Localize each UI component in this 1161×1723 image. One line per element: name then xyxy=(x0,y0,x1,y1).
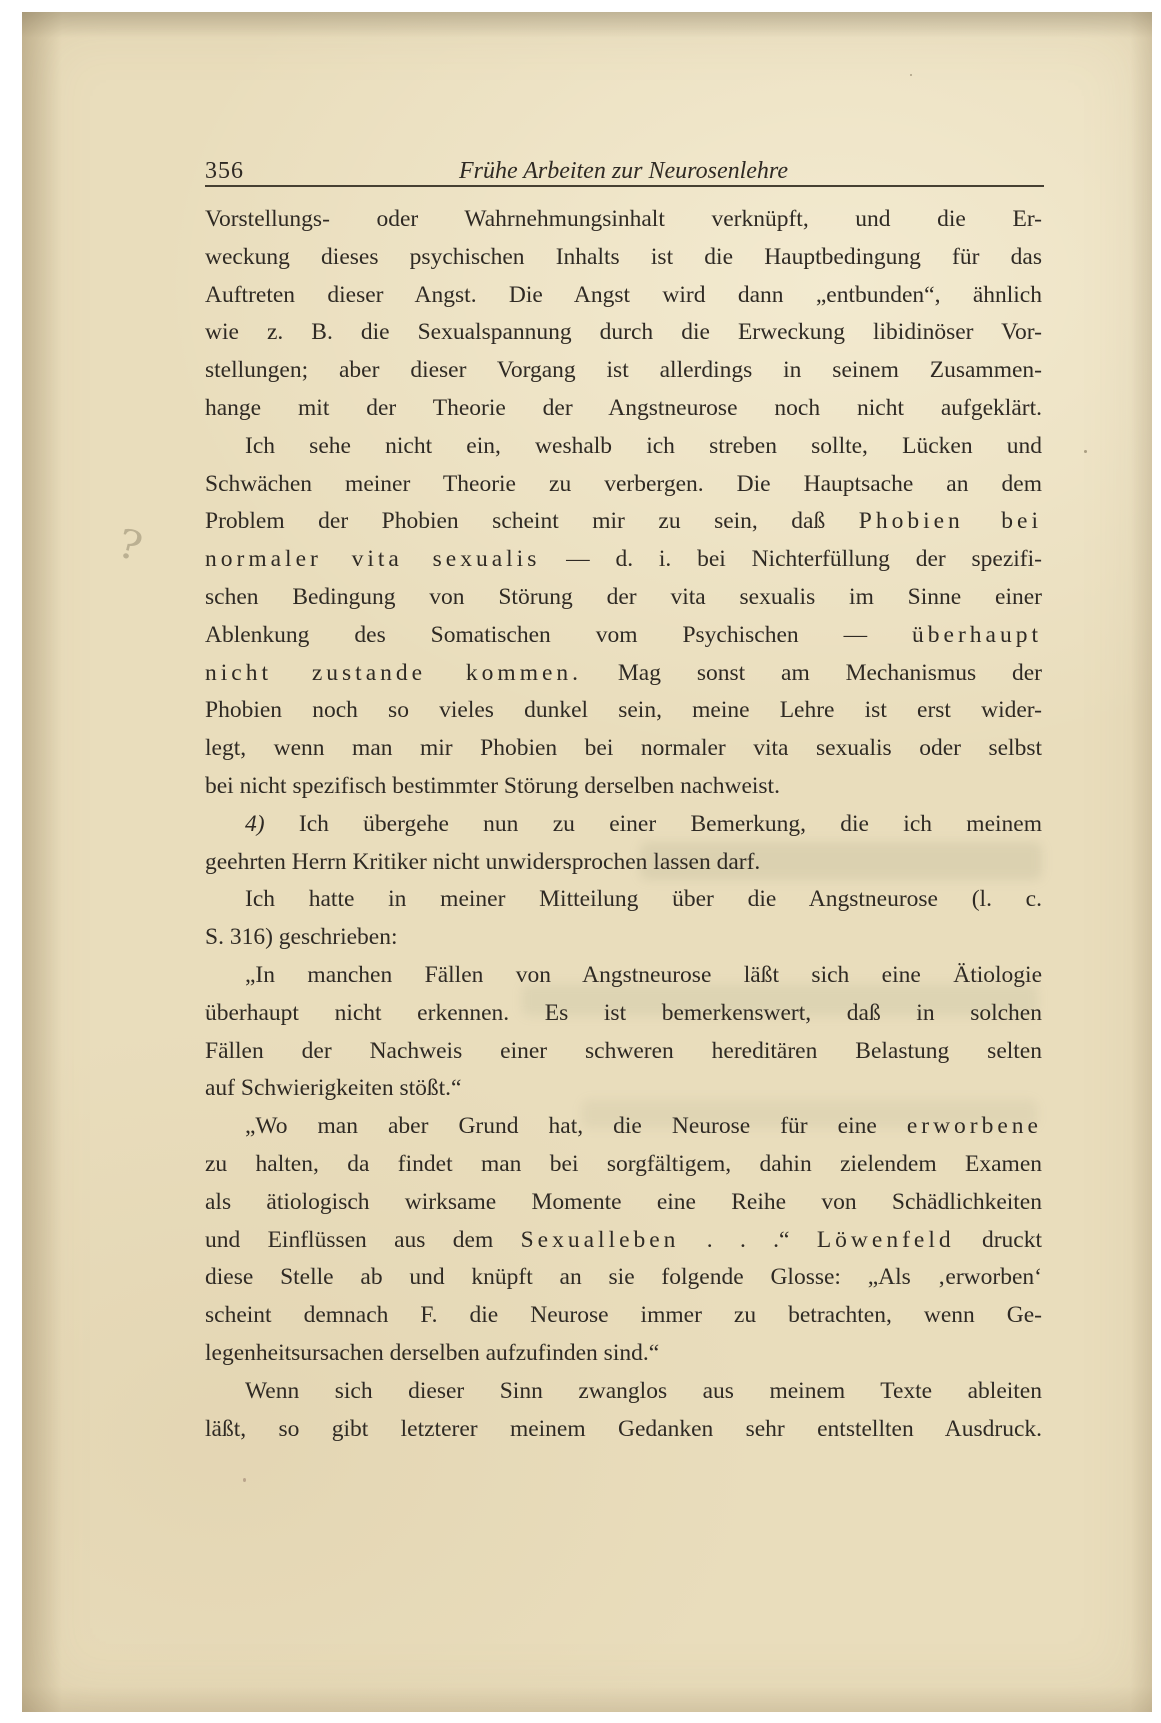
paper-speck xyxy=(1084,450,1087,453)
text-line: Schwächen meiner Theorie zu verbergen. Die Hauptsache an dem xyxy=(205,470,1042,497)
text-line: diese Stelle ab und knüpft an sie folgende Glosse: „Als ‚erworben‘ xyxy=(205,1264,1042,1291)
pencil-question-mark: ? xyxy=(112,520,147,571)
text-line: wie z. B. die Sexualspannung durch die Erweckung libidinöser Vor- xyxy=(205,319,1042,346)
paper-speck xyxy=(910,74,912,76)
text-line: Ich hatte in meiner Mitteilung über die Angstneurose (l. c. xyxy=(245,886,1042,913)
paper-speck xyxy=(243,1478,246,1482)
text-line: Auftreten dieser Angst. Die Angst wird dann „entbunden“, ähnlich xyxy=(205,281,1042,308)
text-line: hange mit der Theorie der Angstneurose noch nicht aufgeklärt. xyxy=(205,394,1042,421)
body-text xyxy=(205,201,1042,1448)
text-line: zu halten, da findet man bei sorgfältigem, dahin zielendem Examen xyxy=(205,1150,1042,1177)
text-line: legt, wenn man mir Phobien bei normaler vita sexualis oder selbst xyxy=(205,735,1042,762)
text-line: Fällen der Nachweis einer schweren hereditären Belastung selten xyxy=(205,1037,1042,1064)
text-line: geehrten Herrn Kritiker nicht unwidersprochen lassen darf. xyxy=(205,848,761,875)
text-line: nicht zustande kommen. Mag sonst am Mechanismus der xyxy=(205,659,1042,686)
text-line: Vorstellungs- oder Wahrnehmungsinhalt verknüpft, und die Er- xyxy=(205,206,1042,232)
text-line: Problem der Phobien scheint mir zu sein, daß Phobien bei xyxy=(205,508,1042,535)
text-line: scheint demnach F. die Neurose immer zu betrachten, wenn Ge- xyxy=(205,1302,1042,1329)
text-line: bei nicht spezifisch bestimmter Störung derselben nachweist. xyxy=(205,772,780,799)
text-line: „In manchen Fällen von Angstneurose läßt sich eine Ätiologie xyxy=(245,961,1042,988)
page-scan xyxy=(22,12,1152,1712)
header-rule xyxy=(205,185,1044,187)
text-line: „Wo man aber Grund hat, die Neurose für eine erworbene xyxy=(245,1113,1042,1140)
text-line: Ich sehe nicht ein, weshalb ich streben sollte, Lücken und xyxy=(245,432,1042,459)
text-line: legenheitsursachen derselben aufzufinden sind.“ xyxy=(205,1339,660,1366)
page-header xyxy=(205,154,1042,188)
text-line: als ätiologisch wirksame Momente eine Reihe von Schädlichkeiten xyxy=(205,1188,1042,1215)
text-line: normaler vita sexualis — d. i. bei Nichterfüllung der spezifi- xyxy=(205,546,1042,573)
text-line: stellungen; aber dieser Vorgang ist allerdings in seinem Zusammen- xyxy=(205,357,1042,384)
text-line: S. 316) geschrieben: xyxy=(205,924,398,951)
page-number: 356 xyxy=(205,158,244,184)
text-line: 4) Ich übergehe nun zu einer Bemerkung, die ich meinem xyxy=(245,810,1042,837)
text-line: auf Schwierigkeiten stößt.“ xyxy=(205,1075,462,1102)
text-line: Ablenkung des Somatischen vom Psychischen — überhaupt xyxy=(205,621,1042,648)
text-line: überhaupt nicht erkennen. Es ist bemerkenswert, daß in solchen xyxy=(205,999,1042,1026)
text-line: Phobien noch so vieles dunkel sein, meine Lehre ist erst wider- xyxy=(205,697,1042,724)
text-line: Wenn sich dieser Sinn zwanglos aus meinem Texte ableiten xyxy=(245,1377,1042,1404)
text-line: und Einflüssen aus dem Sexualleben . . .“ Löwenfeld druckt xyxy=(205,1226,1042,1253)
text-line: weckung dieses psychischen Inhalts ist die Hauptbedingung für das xyxy=(205,243,1042,270)
text-line: schen Bedingung von Störung der vita sexualis im Sinne einer xyxy=(205,583,1042,610)
running-title: Frühe Arbeiten zur Neurosenlehre xyxy=(458,158,789,184)
text-line: läßt, so gibt letzterer meinem Gedanken sehr entstellten Ausdruck. xyxy=(205,1415,1042,1442)
